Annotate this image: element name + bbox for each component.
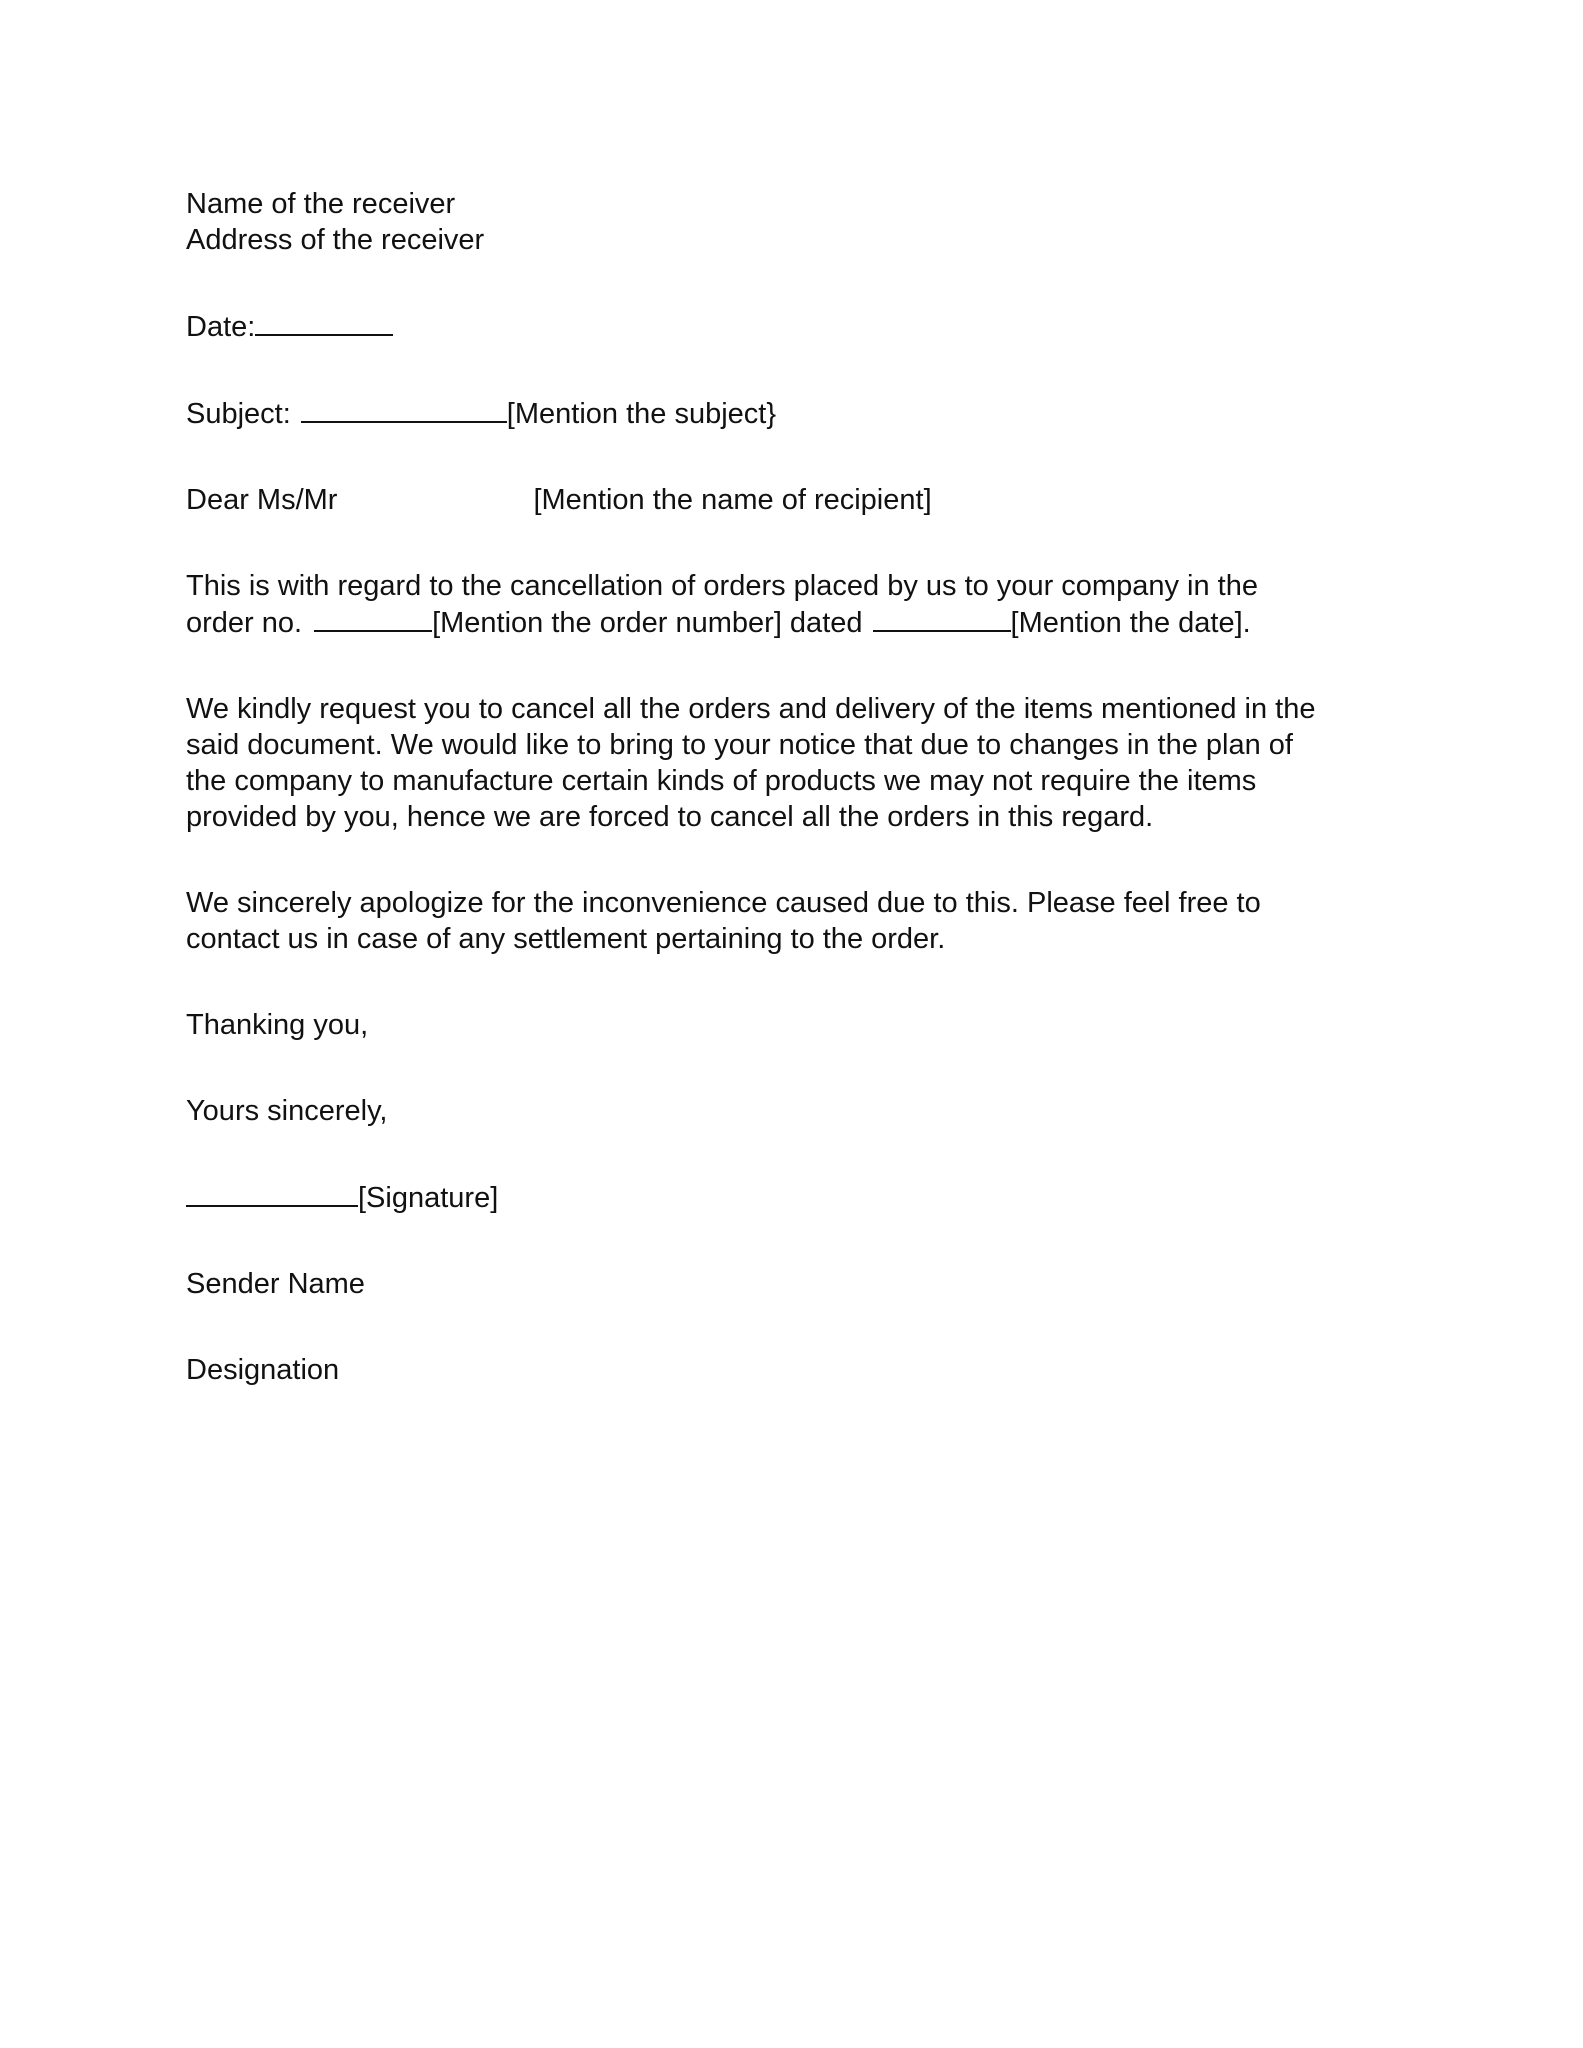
order-number-blank [314, 604, 432, 632]
designation: Designation [186, 1354, 340, 1386]
order-placeholder: [Mention the order number] dated [432, 607, 863, 639]
paragraph2-line: provided by you, hence we are forced to cancel all the orders in this regard. [186, 801, 1154, 833]
subject-placeholder: [Mention the subject} [506, 398, 777, 430]
date-label: Date: [186, 311, 256, 343]
signature-placeholder: [Signature] [358, 1182, 499, 1214]
recipient-placeholder: [Mention the name of recipient] [533, 484, 932, 516]
receiver-block [186, 186, 1426, 258]
closing-thanks: Thanking you, [186, 1009, 369, 1041]
salutation-line [186, 482, 1426, 518]
signature-blank [186, 1179, 358, 1207]
paragraph-request [186, 691, 1426, 835]
paragraph-apology [186, 885, 1426, 957]
subject-blank [301, 395, 507, 423]
salutation: Dear Ms/Mr [186, 484, 338, 516]
date-placeholder: [Mention the date]. [1010, 607, 1251, 639]
receiver-name: Name of the receiver [186, 188, 456, 220]
subject-label: Subject: [186, 398, 291, 430]
order-no-label: order no. [186, 607, 303, 639]
paragraph-cancellation [186, 568, 1426, 641]
signature-line [186, 1179, 1426, 1216]
paragraph1-line1: This is with regard to the cancellation of orders placed by us to your company in the [186, 570, 1258, 602]
paragraph2-line: the company to manufacture certain kinds of products we may not require the items [186, 765, 1257, 797]
paragraph3-line: We sincerely apologize for the inconvenience caused due to this. Please feel free to [186, 887, 1261, 919]
subject-line [186, 395, 1426, 432]
paragraph3-line: contact us in case of any settlement pertaining to the order. [186, 923, 946, 955]
receiver-address: Address of the receiver [186, 224, 485, 256]
order-date-blank [873, 604, 1011, 632]
sender-name: Sender Name [186, 1268, 365, 1300]
paragraph1-line2 [186, 604, 1426, 641]
paragraph2-line: said document. We would like to bring to your notice that due to changes in the plan of [186, 729, 1293, 761]
date-line [186, 308, 1426, 345]
letter-body [186, 186, 1426, 1438]
closing-sincerely: Yours sincerely, [186, 1095, 388, 1127]
date-blank [255, 308, 393, 336]
paragraph2-line: We kindly request you to cancel all the orders and delivery of the items mentioned in the [186, 693, 1316, 725]
